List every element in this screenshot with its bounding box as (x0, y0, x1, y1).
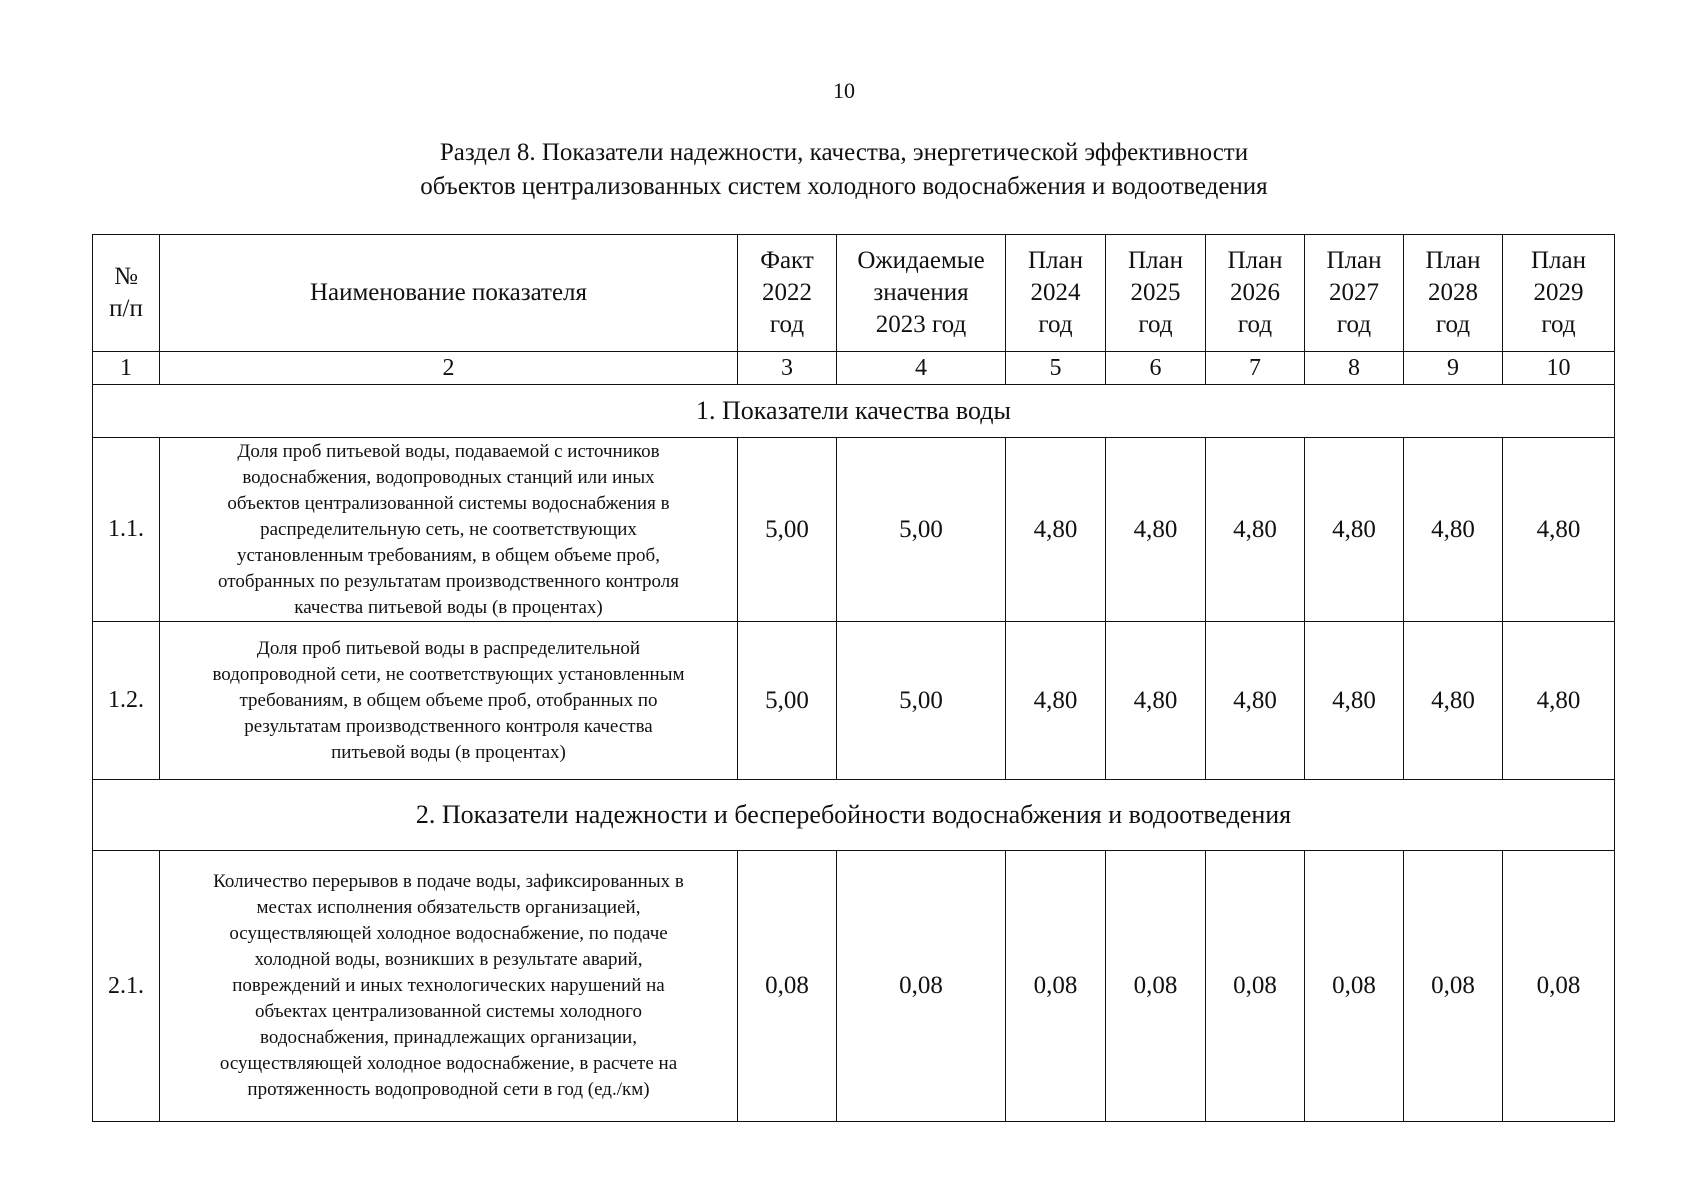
header-col-plan-2028: План 2028 год (1404, 235, 1503, 352)
indicator-name: Доля проб питьевой воды, подаваемой с источников водоснабжения, водопроводных станций или иных объектов централизованной системы водоснабжения в распределительную сеть, не соответствующих установленным требованиям, в общем объеме проб, отобранных по результатам производственного контроля качества питьевой воды (в процентах) (160, 438, 738, 622)
row-number: 1.1. (93, 438, 160, 622)
section-title-line-1: Раздел 8. Показатели надежности, качества, энергетической эффективности (439, 139, 1249, 166)
header-col-plan-2025: План 2025 год (1106, 235, 1206, 352)
value-cell: 4,80 (1305, 438, 1404, 622)
value-cell: 0,08 (837, 851, 1006, 1122)
value-cell: 5,00 (738, 622, 837, 780)
value-cell: 4,80 (1206, 438, 1305, 622)
value-cell: 0,08 (1006, 851, 1106, 1122)
header-col-fact-2022: Факт 2022 год (738, 235, 837, 352)
value-cell: 5,00 (738, 438, 837, 622)
value-cell: 4,80 (1404, 622, 1503, 780)
indicator-name: Количество перерывов в подаче воды, зафиксированных в местах исполнения обязательств организацией, осуществляющей холодное водоснабжение, по подаче холодной воды, возникших в результате аварий, повреждений и иных технологических нарушений на объектах централизованной системы холодного водоснабжения, принадлежащих организации, осуществляющей холодное водоснабжение, в расчете на протяженность водопроводной сети в год (ед./км) (160, 851, 738, 1122)
value-cell: 0,08 (1305, 851, 1404, 1122)
table-row-2-1 (93, 851, 1615, 1122)
header-col-plan-2029: План 2029 год (1503, 235, 1615, 352)
value-cell: 0,08 (1404, 851, 1503, 1122)
indicator-name: Доля проб питьевой воды в распределительной водопроводной сети, не соответствующих установленным требованиям, в общем объеме проб, отобранных по результатам производственного контроля качества питьевой воды (в процентах) (160, 622, 738, 780)
header-row (93, 235, 1615, 352)
row-number: 2.1. (93, 851, 160, 1122)
header-col-plan-2026: План 2026 год (1206, 235, 1305, 352)
section-heading: 1. Показатели качества воды (93, 385, 1615, 438)
value-cell: 5,00 (837, 622, 1006, 780)
value-cell: 5,00 (837, 438, 1006, 622)
column-number: 9 (1404, 352, 1503, 385)
column-number: 2 (160, 352, 738, 385)
page-number: 10 (833, 78, 855, 103)
value-cell: 4,80 (1006, 622, 1106, 780)
value-cell: 4,80 (1503, 622, 1615, 780)
indicators-table (92, 234, 1615, 1122)
column-number-row (93, 352, 1615, 385)
column-number: 3 (738, 352, 837, 385)
section-title (0, 136, 1688, 204)
column-number: 6 (1106, 352, 1206, 385)
column-number: 8 (1305, 352, 1404, 385)
section-heading: 2. Показатели надежности и бесперебойности водоснабжения и водоотведения (93, 780, 1615, 851)
value-cell: 0,08 (738, 851, 837, 1122)
section-row-2 (93, 780, 1615, 851)
column-number: 4 (837, 352, 1006, 385)
column-number: 7 (1206, 352, 1305, 385)
row-number: 1.2. (93, 622, 160, 780)
header-col-expected-2023: Ожидаемые значения 2023 год (837, 235, 1006, 352)
value-cell: 4,80 (1106, 438, 1206, 622)
value-cell: 0,08 (1106, 851, 1206, 1122)
value-cell: 0,08 (1206, 851, 1305, 1122)
section-title-line-2: объектов централизованных систем холодного водоснабжения и водоотведения (420, 173, 1268, 200)
value-cell: 4,80 (1006, 438, 1106, 622)
value-cell: 4,80 (1106, 622, 1206, 780)
table-row-1-1 (93, 438, 1615, 622)
column-number: 1 (93, 352, 160, 385)
value-cell: 4,80 (1404, 438, 1503, 622)
section-row-1 (93, 385, 1615, 438)
value-cell: 4,80 (1206, 622, 1305, 780)
header-col-plan-2024: План 2024 год (1006, 235, 1106, 352)
value-cell: 4,80 (1503, 438, 1615, 622)
column-number: 5 (1006, 352, 1106, 385)
value-cell: 4,80 (1305, 622, 1404, 780)
header-col-num: № п/п (93, 235, 160, 352)
value-cell: 0,08 (1503, 851, 1615, 1122)
column-number: 10 (1503, 352, 1615, 385)
header-col-plan-2027: План 2027 год (1305, 235, 1404, 352)
header-col-name: Наименование показателя (160, 235, 738, 352)
table-row-1-2 (93, 622, 1615, 780)
